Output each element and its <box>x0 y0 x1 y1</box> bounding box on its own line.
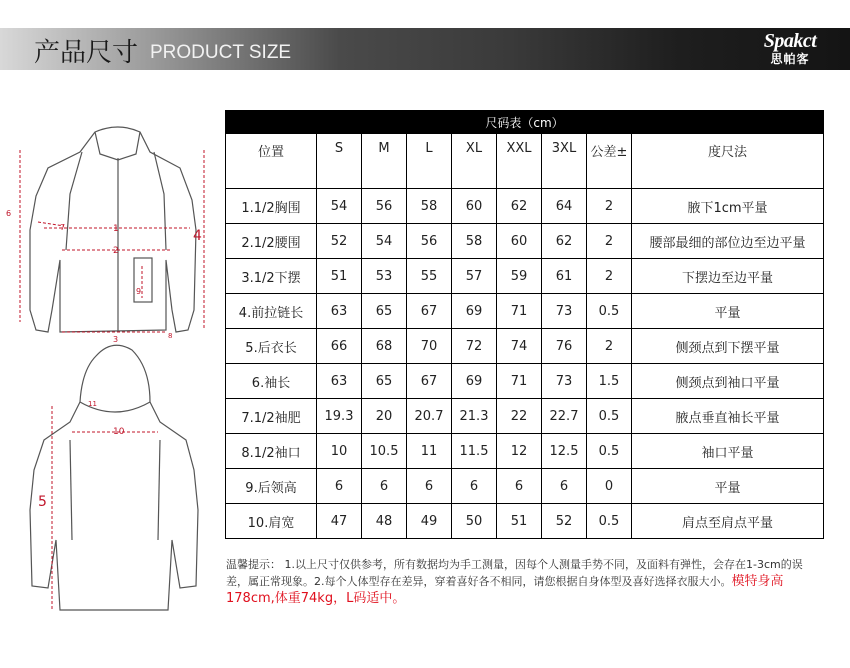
header-position: 位置 <box>226 134 317 189</box>
table-cell: 2 <box>587 259 632 294</box>
table-cell: 51 <box>497 504 542 539</box>
table-cell: 侧颈点到下摆平量 <box>632 329 824 364</box>
table-cell: 4.前拉链长 <box>226 294 317 329</box>
header-xxl: XXL <box>497 134 542 189</box>
table-header-row <box>226 134 824 189</box>
table-row <box>226 224 824 259</box>
size-note <box>226 556 816 607</box>
table-cell: 22 <box>497 399 542 434</box>
table-cell: 52 <box>542 504 587 539</box>
table-cell: 9.后领高 <box>226 469 317 504</box>
table-cell: 50 <box>452 504 497 539</box>
table-cell: 腋点垂直袖长平量 <box>632 399 824 434</box>
label-10: 10 <box>113 427 125 437</box>
table-cell: 76 <box>542 329 587 364</box>
table-cell: 71 <box>497 364 542 399</box>
table-cell: 54 <box>317 189 362 224</box>
table-row <box>226 189 824 224</box>
header-3xl: 3XL <box>542 134 587 189</box>
note-highlight: 模特身高178cm,体重74kg，L码适中。 <box>226 574 784 606</box>
table-title: 尺码表（cm） <box>226 111 824 134</box>
brand-logo <box>740 30 840 68</box>
table-cell: 63 <box>317 294 362 329</box>
brand-logo-en: Spakct <box>763 30 817 52</box>
table-cell: 52 <box>317 224 362 259</box>
table-cell: 0.5 <box>587 504 632 539</box>
table-cell: 68 <box>362 329 407 364</box>
header-m: M <box>362 134 407 189</box>
note-text: 温馨提示： 1.以上尺寸仅供参考，所有数据均为手工测量，因每个人测量手势不同，及面料有弹性，会存在1-3cm的误差，属正常现象。2.每个人体型存在差异，穿着喜好各不相同，请您根据自身体型及喜好选择衣服大小。 <box>226 558 803 588</box>
table-cell: 51 <box>317 259 362 294</box>
table-cell: 70 <box>407 329 452 364</box>
table-cell: 1.5 <box>587 364 632 399</box>
header-method: 度尺法 <box>632 134 824 189</box>
table-cell: 58 <box>407 189 452 224</box>
table-cell: 腰部最细的部位边至边平量 <box>632 224 824 259</box>
table-cell: 56 <box>407 224 452 259</box>
table-cell: 侧颈点到袖口平量 <box>632 364 824 399</box>
table-row <box>226 364 824 399</box>
table-cell: 11.5 <box>452 434 497 469</box>
table-row <box>226 469 824 504</box>
header-tolerance: 公差± <box>587 134 632 189</box>
table-cell: 73 <box>542 294 587 329</box>
table-cell: 65 <box>362 364 407 399</box>
table-cell: 60 <box>452 189 497 224</box>
table-row <box>226 294 824 329</box>
table-cell: 20.7 <box>407 399 452 434</box>
table-cell: 55 <box>407 259 452 294</box>
table-cell: 74 <box>497 329 542 364</box>
table-cell: 10 <box>317 434 362 469</box>
table-row <box>226 399 824 434</box>
label-8: 8 <box>168 332 173 340</box>
brand-logo-cn: 思帕客 <box>770 52 810 66</box>
table-cell: 54 <box>362 224 407 259</box>
label-7: 7 <box>60 223 66 232</box>
table-cell: 6 <box>362 469 407 504</box>
label-3: 3 <box>113 335 119 344</box>
table-cell: 57 <box>452 259 497 294</box>
table-row <box>226 434 824 469</box>
table-cell: 66 <box>317 329 362 364</box>
table-cell: 6 <box>452 469 497 504</box>
table-cell: 8.1/2袖口 <box>226 434 317 469</box>
table-cell: 3.1/2下摆 <box>226 259 317 294</box>
header-l: L <box>407 134 452 189</box>
banner-title-cn: 产品尺寸 <box>34 38 139 68</box>
table-row <box>226 259 824 294</box>
table-cell: 59 <box>497 259 542 294</box>
table-cell: 61 <box>542 259 587 294</box>
table-cell: 6 <box>407 469 452 504</box>
table-cell: 69 <box>452 364 497 399</box>
table-cell: 11 <box>407 434 452 469</box>
table-cell: 0.5 <box>587 399 632 434</box>
table-cell: 下摆边至边平量 <box>632 259 824 294</box>
label-1: 1 <box>113 224 119 234</box>
banner-title-en: PRODUCT SIZE <box>150 42 292 63</box>
table-cell: 1.1/2胸围 <box>226 189 317 224</box>
table-cell: 49 <box>407 504 452 539</box>
table-cell: 10.5 <box>362 434 407 469</box>
table-cell: 腋下1cm平量 <box>632 189 824 224</box>
table-cell: 62 <box>542 224 587 259</box>
header-s: S <box>317 134 362 189</box>
label-2: 2 <box>113 246 119 256</box>
table-cell: 67 <box>407 294 452 329</box>
header-banner <box>0 28 850 70</box>
table-cell: 平量 <box>632 469 824 504</box>
table-cell: 48 <box>362 504 407 539</box>
table-cell: 0 <box>587 469 632 504</box>
table-cell: 0.5 <box>587 434 632 469</box>
table-row <box>226 504 824 539</box>
table-cell: 2 <box>587 189 632 224</box>
table-cell: 2.1/2腰围 <box>226 224 317 259</box>
table-cell: 53 <box>362 259 407 294</box>
table-cell: 平量 <box>632 294 824 329</box>
table-cell: 60 <box>497 224 542 259</box>
table-cell: 5.后衣长 <box>226 329 317 364</box>
table-cell: 22.7 <box>542 399 587 434</box>
table-cell: 6 <box>542 469 587 504</box>
table-cell: 58 <box>452 224 497 259</box>
table-cell: 6 <box>317 469 362 504</box>
table-cell: 21.3 <box>452 399 497 434</box>
header-xl: XL <box>452 134 497 189</box>
table-cell: 肩点至肩点平量 <box>632 504 824 539</box>
table-cell: 73 <box>542 364 587 399</box>
table-cell: 65 <box>362 294 407 329</box>
table-cell: 7.1/2袖肥 <box>226 399 317 434</box>
table-cell: 72 <box>452 329 497 364</box>
table-cell: 62 <box>497 189 542 224</box>
size-chart-table <box>225 110 824 539</box>
table-cell: 2 <box>587 224 632 259</box>
table-cell: 12 <box>497 434 542 469</box>
table-cell: 56 <box>362 189 407 224</box>
table-cell: 19.3 <box>317 399 362 434</box>
table-cell: 袖口平量 <box>632 434 824 469</box>
table-cell: 12.5 <box>542 434 587 469</box>
table-cell: 20 <box>362 399 407 434</box>
label-4: 4 <box>193 228 202 244</box>
table-cell: 64 <box>542 189 587 224</box>
table-cell: 69 <box>452 294 497 329</box>
table-cell: 67 <box>407 364 452 399</box>
jacket-measurement-diagram <box>0 110 222 650</box>
label-5: 5 <box>38 494 47 510</box>
table-cell: 71 <box>497 294 542 329</box>
table-cell: 47 <box>317 504 362 539</box>
table-cell: 2 <box>587 329 632 364</box>
label-9: 9 <box>136 287 142 296</box>
measurement-lines <box>20 150 204 610</box>
label-11: 11 <box>88 400 97 408</box>
table-cell: 0.5 <box>587 294 632 329</box>
table-body <box>226 189 824 539</box>
label-6: 6 <box>6 209 12 218</box>
table-cell: 6 <box>497 469 542 504</box>
table-cell: 10.肩宽 <box>226 504 317 539</box>
table-cell: 6.袖长 <box>226 364 317 399</box>
table-cell: 63 <box>317 364 362 399</box>
table-row <box>226 329 824 364</box>
jacket-back-drawing <box>30 345 198 610</box>
